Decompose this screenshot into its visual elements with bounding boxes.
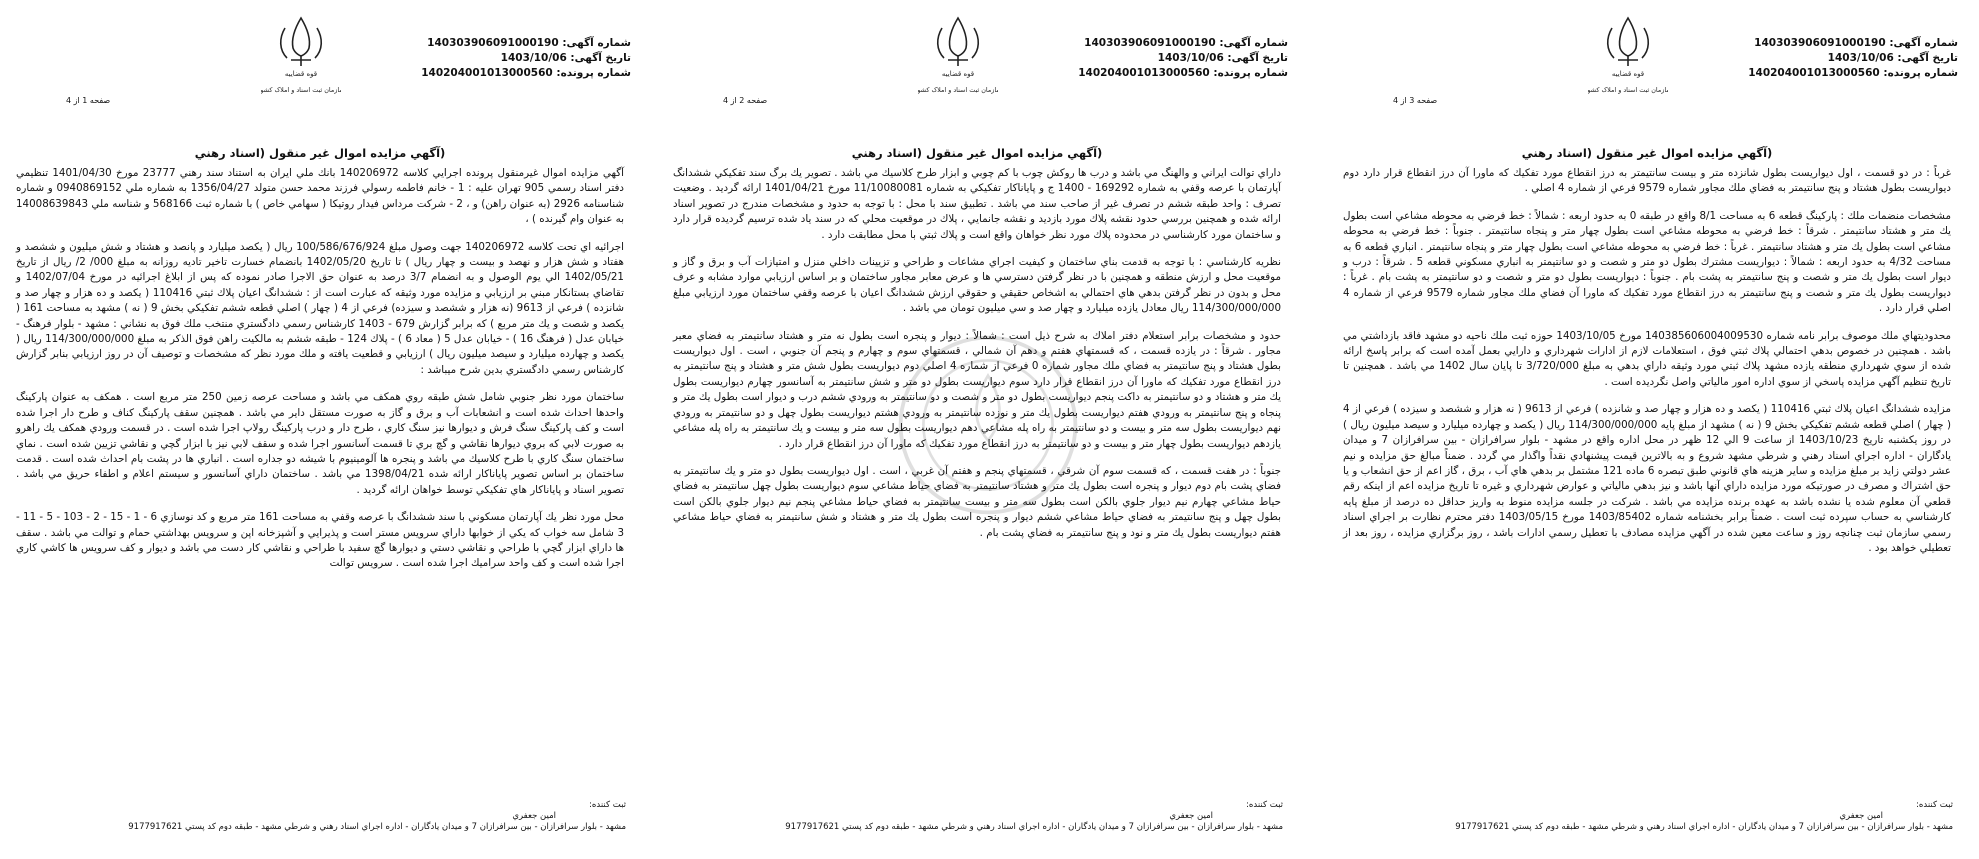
paragraph: ساختمان مورد نظر جنوبي شامل شش طبقه روي همكف مي باشد و مساحت عرصه زمين 250 متر مربع است . همكف به عنوان پاركينگ واحدها احداث شده است و انشعابات آب و برق و گاز به صورت مستقل داير مي باشد . همچنين سقف پاركينگ كناف و طرح دار اجرا شده است و كف پاركينگ سنگ فرش و ديوارها نيز سنگ كاري ، طرح دار و درب پاركينگ رولاپ اجرا شده است . در قسمت ورودي همكف يك راهرو به صورت لابي كه بروي ديوارها نقاشي و گچ بري تا قسمت آسانسور اجرا شده و سقف لابي نيز با ابزار گچي و نقاشي تزيين شده است . نماي ساختمان سنگ كاري با طرح كلاسيك مي باشد و پنجره ها آلومينيوم با شيشه دو جداره است . انباري ها در پشت بام احداث شده است . قدمت ساختمان بر اساس تصوير پاياناكار ارائه شده 1398/04/21 مي باشد . ساختمان داراي آسانسور و سيستم اعلام و اطفاء حريق مي باشد . تصوير اسناد و پاياناكار هاي تفكيكي توسط خواهان ارائه گرديد .: [16, 391, 625, 496]
svg-text:قوه قضاییه: قوه قضاییه: [284, 70, 318, 78]
file-number: شماره پرونده: 140204001013000560: [1748, 67, 1958, 79]
page-footer: [14, 800, 626, 833]
paragraph: محل مورد نظر يك آپارتمان مسكوني با سند ششدانگ با عرصه وقفي به مساحت 161 متر مربع و كد نوسازي 6 - 1 - 15 - 2 - 103 - 5 - 11 - 3 شامل سه خواب كه يكي از خوابها داراي سرويس مستر است و پذيرايي و آشپزخانه اپن و سرويس بهداشتي حمام و توالت مي باشد . سقف ها داراي ابزار گچي با طراحي و نقاشي دستي و ديوارها گچ سفيد با طراحي و نقاشي كار دست مي باشد و ديوار و كف سرويس ها كاشي كاري اجرا شده است و كف واحد سراميك اجرا شده است . سرويس توالت: [16, 511, 625, 570]
paragraph: آگهي مزايده اموال غيرمنقول پرونده اجرايي كلاسه 140206972 بانك ملي ايران به استناد سند رهني 23777 مورخ 1401/04/30 تنظيمي دفتر اسناد رسمي 905 تهران عليه : 1 - خانم فاطمه رسولي فرزند محمد حسن متولد 1356/04/27 به شماره ملي 0940869152 و شماره شناسنامه 2926 (به عنوان راهن) و ، 2 - شركت مرداس فيدار روتيكا ( سهامي خاص ) با شماره ثبت 568166 و شناسه ملي 14008639843 به عنوان وام گيرنده ) ،: [16, 167, 625, 226]
registrar: [1341, 800, 1953, 811]
paragraph: اجرائيه اي تحت كلاسه 140206972 جهت وصول مبلغ 100/586/676/924 ريال ( يكصد ميليارد و پانصد و هشتاد و شش ميليون و ششصد و هفتاد و شش هزار و نهصد و بيست و چهار ريال ) تا تاريخ 1402/05/20 بانضمام خسارت تاخير تاديه روزانه به مبلغ 000/ 2/ ريال از تاريخ 1402/05/21 الي يوم الوصول و به انضمام 3/7 درصد به عنوان حق الاجرا صادر نموده كه پس از ابلاغ اجرائيه در مورخ 1402/07/04 و تقاضاي بستانكار مبني بر ارزيابي و مزايده مورد وثيقه كه عبارت است از : ششدانگ اعيان پلاك ثبتي 110416 ( يكصد و ده هزار و چهار صد و شانزده ) فرعي از 9613 (نه هزار و ششصد و سيزده) فرعي از 4 ( چهار ) اصلي قطعه ششم تفكيكي بخش 9 ( نه ) مشهد به مساحت 161 ( يكصد و شصت و يك متر مربع ) كه برابر گزارش 679 - 1403 كارشناس رسمي دادگستري منتخب ملك فوق به نشاني : مشهد - بلوار فرهنگ - خيابان عدل ( فرهنگ 16 ) - خيابان عدل 5 ( معاد 6 ) - پلاك 124 - طبقه ششم به مالكيت راهن فوق الذكر به مبلغ 114/300/000/000 ريال ( يكصد و چهارده ميليارد و سيصد ميليون ريال ) ارزيابي و قطعيت يافته و ملك مورد نظر كه مشخصات و توصيف آن در روز ارزيابي بنابر گزارش كارشناس رسمي دادگستري بدين شرح ميباشد :: [16, 240, 625, 376]
registrar-label: ثبت كننده:: [1916, 800, 1953, 810]
footer-address: مشهد - بلوار سرافرازان - بين سرافرازان 7 و ميدان يادگاران - اداره اجراي اسناد رهني و شرطي مشهد - طبقه دوم كد پستي 9177917621: [785, 822, 1283, 832]
ad-body: [1343, 166, 1951, 568]
svg-text:قوه قضاییه: قوه قضاییه: [1611, 70, 1645, 78]
registrar-name: امين جعفري: [512, 811, 556, 821]
svg-text:سازمان ثبت اسناد و املاک کشور: سازمان ثبت اسناد و املاک کشور: [261, 86, 341, 94]
svg-text:سازمان ثبت اسناد و املاک کشور: سازمان ثبت اسناد و املاک کشور: [1588, 86, 1668, 94]
page-footer: [671, 800, 1283, 833]
emblem-icon: [918, 14, 998, 100]
paragraph: جنوباً : در هفت قسمت ، كه قسمت سوم آن شرقي ، قسمتهاي پنجم و هفتم آن غربي ، است . اول ديواريست بطول دو متر و يك سانتيمتر به فضاي پشت بام دوم ديوار و پنجره است بطول يك متر و هشتاد سانتيمتر به فضاي حياط مشاعي سوم ديواريست بطول چهل سانتيمتر به فضاي حياط مشاعي چهارم نيم ديوار جلوي بالكن است بطول سه متر و بيست سانتيمتر به فضاي حياط مشاعي پنجم نيم ديوار جلوي بالكن است بطول چهل و پنج سانتيمتر به فضاي حياط مشاعي ششم ديوار و پنجره است بطول يك متر و هشتاد و شش سانتيمتر به فضاي حياط مشاعي هفتم ديواريست بطول يك متر و نود و پنج سانتيمتر به فضاي پشت بام .: [673, 464, 1281, 539]
ad-date: تاریخ آگهی: 1403/10/06: [1157, 52, 1288, 64]
judiciary-emblem: [1588, 14, 1668, 100]
ad-meta: [1708, 36, 1958, 81]
registrar-name: امين جعفري: [1839, 811, 1883, 821]
judiciary-emblem: [261, 14, 341, 100]
document-page-3: [6, 0, 634, 859]
page-header: [663, 14, 1291, 134]
emblem-icon: [261, 14, 341, 100]
paragraph: محدوديتهاي ملك موصوف برابر نامه شماره 140385606004009530 مورخ 1403/10/05 حوزه ثبت ملك ناحيه دو مشهد فاقد بازداشتي مي باشد . همچنين در خصوص بدهي احتمالي پلاك ثبتي فوق ، استعلامات لازم از ادارات شهرداري و دارايي بعمل آمده است كه برابر پاسخ ارائه شده از سوي شهرداري منطقه يازده مشهد پلاك ثبتي مورد وثيقه داراي بدهي به مبلغ 3/720/000 تا پايان سال 1402 مي باشد . همچنين تا تاريخ تنظيم آگهي مزايده پاسخي از سوي اداره امور مالياتي واصل نگرديده است .: [1343, 329, 1952, 388]
emblem-icon: [1588, 14, 1668, 100]
paragraph: حدود و مشخصات برابر استعلام دفتر املاك به شرح ذيل است : شمالاً : ديوار و پنجره است بطول نه متر و هشتاد سانتيمتر به فضاي معبر مجاور . شرقاً : در يازده قسمت ، كه قسمتهاي هفتم و دهم آن شمالي ، قسمتهاي سوم و چهارم و پنجم آن جنوبي ، است . اول ديواريست بطول هشتاد و پنج سانتيمتر به فضاي ملك مجاور شماره 0 فرعي از شماره 4 اصلي دوم ديواريست بطول شش متر و هشتاد و پنج سانتيمتر به درز انقطاع مورد تفكيك كه ماورا آن درز انقطاع قرار دارد سوم ديواريست بطول دو متر و شش سانتيمتر به آسانسور چهارم ديواريست بطول يك متر و هشتاد و دو سانتيمتر به داكت پنجم ديواريست بطول دو متر و شصت و دو سانتيمتر به ورودي ششم درب و ديوار است بطول يك متر و پنجاه و پنج سانتيمتر به ورودي هفتم ديواريست بطول يك متر و نوزده سانتيمتر به ورودي هشتم ديواريست بطول چهل و دو سانتيمتر به ورودي نهم ديواريست بطول سه متر و بيست و دو سانتيمتر به راه پله مشاعي دهم ديواريست بطول سه متر و بيست و يك سانتيمتر به راه پله مشاعي يازدهم ديواريست بطول چهار متر و بيست و دو سانتيمتر به درز انقطاع مورد تفكيك كه ماورا آن درز انقطاع قرار دارد .: [673, 329, 1281, 450]
ad-number: شماره آگهی: 140303906091000190: [1754, 37, 1958, 49]
paragraph: غرباً : در دو قسمت ، اول ديواريست بطول شانزده متر و بيست سانتيمتر به درز انقطاع مورد تفكيك كه ماورا آن درز انقطاع قرار دارد دوم ديواريست بطول هشتاد و پنج سانتيمتر به فضاي ملك مجاور شماره 9579 فرعي از شماره 4 اصلي .: [1343, 167, 1951, 195]
ad-meta: [381, 36, 631, 81]
registrar: [671, 800, 1283, 811]
ad-date: تاریخ آگهی: 1403/10/06: [1827, 52, 1958, 64]
ad-number: شماره آگهی: 140303906091000190: [427, 37, 631, 49]
ad-title: (آگهي مزايده اموال غير منقول (اسناد رهني: [194, 146, 446, 160]
paragraph: داراي توالت ايراني و والهنگ مي باشد و درب ها روكش چوب با كم چوبي و ابزار طرح كلاسيك مي باشد . تصوير يك برگ سند تفكيكي ششدانگ آپارتمان با عرصه وقفي به شماره 169292 - 1400 ج و پاياناكار تفكيكي به شماره 11/10080081 مورخ 1401/04/21 ارائه گرديد . وضعيت تصرف : واحد طبقه ششم در تصرف غير از صاحب سند مي باشد . تطبيق سند با محل : با توجه به حدود و مشخصات مندرج در تصوير اسناد ارائه شده و همچنين بررسي حدود نقشه پلاك مورد بازديد و نقشه جانمايي ، پلاك در موقعيت محلي كه در سند ياد شده ترسيم گرديده قرار دارد و ساختمان مورد كارشناسي در محدوده پلاك مورد نظر خواهان واقع است و پلاك ثبتي با محل مطابقت دارد .: [673, 167, 1281, 241]
footer-address: مشهد - بلوار سرافرازان - بين سرافرازان 7 و ميدان يادگاران - اداره اجراي اسناد رهني و شرطي مشهد - طبقه دوم كد پستي 9177917621: [1455, 822, 1953, 832]
judiciary-emblem: [918, 14, 998, 100]
page-header: [1333, 14, 1961, 134]
paragraph: مشخصات منضمات ملك : پاركينگ قطعه 6 به مساحت 8/1 واقع در طبقه 0 به حدود اربعه : شمالاً : خط فرضي به محوطه مشاعي است بطول يك متر و هشتاد سانتيمتر . شرقاً : خط فرضي به محوطه مشاعي است بطول چهار متر و پنجاه سانتيمتر . جنوباً : خط فرضي به محوطه مشاعي است بطول يك متر و هشتاد سانتيمتر . غرباً : خط فرضي به محوطه مشاعي است بطول چهار متر و پنجاه سانتيمتر . انباري قطعه 6 به مساحت 4/32 به حدود اربعه : شمالاً : ديواريست مشترك بطول دو متر و شصت و دو سانتيمتر به انباري مسكوني قطعه 5 . شرقاً : درب و ديوار است بطول يك متر و شصت و پنج سانتيمتر به پشت بام . جنوباً : ديواريست بطول دو متر و شصت و دو سانتيمتر به پشت بام . غرباً : ديواريست بطول يك متر و شصت و پنج سانتيمتر به درز انقطاع مورد تفكيك كه ماورا آن فضاي ملك مجاور شماره 9579 فرعي از شماره 4 اصلي قرار دارد .: [1343, 209, 1952, 315]
paragraph: مزايده ششدانگ اعيان پلاك ثبتي 110416 ( يكصد و ده هزار و چهار صد و شانزده ) فرعي از 9613 ( نه هزار و ششصد و سيزده ) فرعي از 4 ( چهار ) اصلي قطعه ششم تفكيكي بخش 9 ( نه ) مشهد از مبلغ پايه 114/300/000/000 ريال ( يكصد و چهارده ميليارد و سيصد ميليون ريال ) در روز يكشنبه تاريخ 1403/10/23 از ساعت 9 الي 12 ظهر در محل اداره واقع در مشهد - بلوار سرافرازان - بين سرافرازان 7 و ميدان يادگاران - اداره اجراي اسناد رهني و شرطي مشهد شروع و به بالاترين قيمت پيشنهادي نقداً واگذار مي گردد . ضمناً مبالغ حق مزايده و نيم عشر دولتي زايد بر مبلغ مزايده و ساير هزينه هاي قانوني طبق تبصره 6 ماده 121 مشتمل بر بدهي هاي آب ، برق ، گاز اعم از حق انشعاب و يا حق اشتراك و مصرف در صورتيكه مورد مزايده داراي آنها باشد و نيز بدهي مالياتي و عوارض شهرداري و غيره تا تاريخ مزايده اعم از اينكه رقم قطعي آن معلوم شده يا نشده باشد به عهده برنده مزايده مي باشد . شركت در جلسه مزايده منوط به واريز حداقل ده درصد از مبلغ پايه كارشناسي به حساب سپرده ثبت است . ضمناً برابر بخشنامه شماره 1403/85402 مورخ 1403/05/15 دفتر محترم نظارت بر اجراي اسناد رسمي سازمان ثبت چنانچه روز و ساعت معين شده در آگهي مزايده مصادف با تعطيل رسمي ادارات باشد ، روز برگزاري مزايده ، روز بعد از تعطيلي خواهد بود .: [1343, 403, 1952, 554]
svg-text:قوه قضاییه: قوه قضاییه: [941, 70, 975, 78]
registrar-label: ثبت كننده:: [589, 800, 626, 810]
ad-date: تاریخ آگهی: 1403/10/06: [500, 52, 631, 64]
ad-meta: [1038, 36, 1288, 81]
ad-body: [673, 166, 1281, 553]
document-page-1: [1333, 0, 1961, 859]
page-footer: [1341, 800, 1953, 833]
registrar: [14, 800, 626, 811]
ad-number: شماره آگهی: 140303906091000190: [1084, 37, 1288, 49]
page-label: صفحه 2 از 4: [723, 96, 768, 105]
page-header: [6, 14, 634, 134]
page-label: صفحه 3 از 4: [1393, 96, 1438, 105]
file-number: شماره پرونده: 140204001013000560: [1078, 67, 1288, 79]
paragraph: نظريه كارشناسي : با توجه به قدمت بناي ساختمان و كيفيت اجراي مشاعات و طراحي و تزيينات داخلي منزل و امتيازات آب و برق و گاز و موقعيت محل و ارزش منطقه و همچنين با در نظر گرفتن دسترسي ها و عرض معابر مجاور ساختمان و بر اساس ارزيابي موارد مشابه و عرف محل و بدون در نظر گرفتن بدهي هاي احتمالي به اشخاص حقيقي و حقوقي ارزش ششدانگ اعيان با عرصه وقفي ساختمان مورد ارزيابي مبلغ 114/300/000/000 ريال معادل يازده ميليارد و چهار صد و سي ميليون تومان مي باشد .: [673, 256, 1281, 315]
document-page-2: [663, 0, 1291, 859]
ad-title: (آگهي مزايده اموال غير منقول (اسناد رهني: [851, 146, 1103, 160]
ad-body: [16, 166, 624, 584]
registrar-label: ثبت كننده:: [1246, 800, 1283, 810]
footer-address: مشهد - بلوار سرافرازان - بين سرافرازان 7 و ميدان يادگاران - اداره اجراي اسناد رهني و شرطي مشهد - طبقه دوم كد پستي 9177917621: [128, 822, 626, 832]
page-label: صفحه 1 از 4: [66, 96, 111, 105]
svg-text:سازمان ثبت اسناد و املاک کشور: سازمان ثبت اسناد و املاک کشور: [918, 86, 998, 94]
file-number: شماره پرونده: 140204001013000560: [421, 67, 631, 79]
ad-title: (آگهي مزايده اموال غير منقول (اسناد رهني: [1521, 146, 1773, 160]
registrar-name: امين جعفري: [1169, 811, 1213, 821]
